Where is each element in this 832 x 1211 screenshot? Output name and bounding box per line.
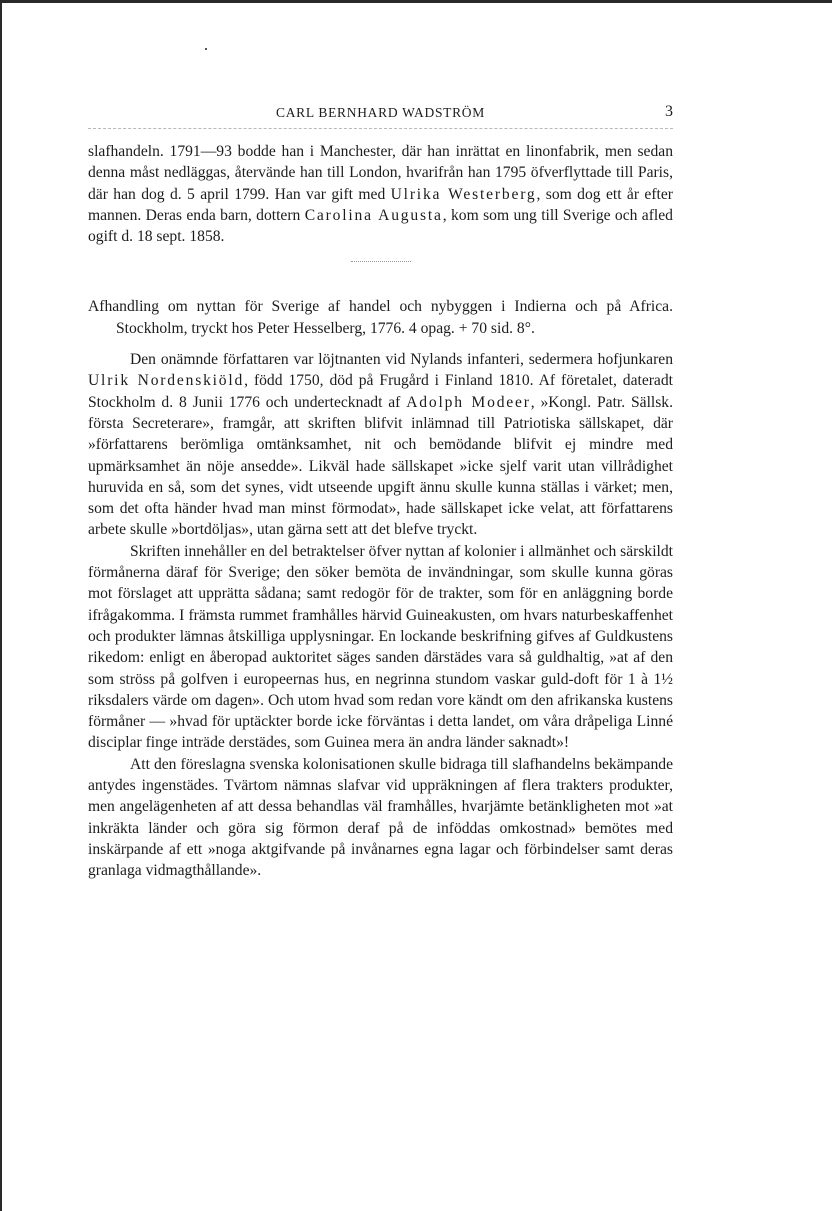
author-name: Ulrik Nordenskiöld bbox=[88, 372, 245, 390]
scan-border-top bbox=[0, 0, 832, 3]
section-separator bbox=[351, 261, 411, 262]
signer-name: Adolph Modeer bbox=[406, 393, 531, 411]
page-number: 3 bbox=[665, 103, 673, 120]
p1-text-1: Den onämnde författaren var löjtnanten vid Nylands infanteri, sedermera hofjunkaren bbox=[130, 351, 673, 369]
bio-text-1: slafhandeln. 1791—93 bodde han i Manchester, där han inrättat en linonfabrik, men sedan denna måst nedläggas, återvände han till London, hvarifrån han 1795 öfverflyttade till Paris, där han dog d. 5 april 1799. Han var gift med bbox=[88, 143, 673, 203]
biography-paragraph bbox=[88, 141, 673, 247]
p1-text-2: , född 1750, död på Frugård i Finland 1810. Af företalet, dateradt Stockholm d. 8 Junii 1776 och undertecknadt af bbox=[88, 372, 673, 411]
p1-text-3: , »Kongl. Patr. Sällsk. första Secreterare», framgår, att skriften blifvit inlämnad till Patriotiska sällskapet, där »författarens berömliga omtänksamhet, nit och bemödande blifvit ej mindre med upmärksamhet än nöje ansedde». Likväl hade sällskapet »icke sjelf varit utan villrådighet huruvida en så, som det synes, vidt utseende upgift ännu skulle kunna ställas i värket; men, som det ofta händer hvad man minst förmodat», hade sällskapet icke velat, att författarens arbete skulle »bortdöljas», utan gärna sett att det blefve tryckt. bbox=[88, 393, 673, 539]
daughter-name: Carolina Augusta bbox=[304, 206, 443, 224]
bio-text-2: , som dog ett år efter mannen. Deras enda barn, dottern bbox=[88, 185, 673, 224]
body-paragraph-slavery: Att den föreslagna svenska kolonisationen skulle bidraga till slafhandelns bekämpande antydes ingenstädes. Tvärtom nämnas slafvar vid uppräkningen af flera trakters produkter, men angelägenheten af att dessa behandlas väl framhålles, hvarjämte betänkligheten mot »at inkräkta länder och göra sig förmon deraf på de inföddas omkostnad» bemötes med inskärpande af ett »noga aktgifvande på invånarnes egna lagar och förbindelser samt deras granlaga vidmagthållande». bbox=[88, 755, 673, 880]
entry-gap bbox=[88, 339, 673, 349]
page-header bbox=[88, 105, 673, 127]
spouse-name: Ulrika Westerberg bbox=[390, 185, 537, 203]
scan-border-left bbox=[0, 0, 2, 1211]
body-paragraph-author bbox=[88, 349, 673, 541]
body-paragraph-content: Skriften innehåller en del betraktelser öfver nyttan af kolonier i allmänhet och särskildt förmånerna däraf för Sverige; den söker bemöta de invändningar, som skulle kunna göras mot förslaget att upprätta sådana; samt redogör för de trakter, som för en anläggning borde ifrågakomma. I främsta rummet framhålles härvid Guineakusten, om hvars naturbeskaffenhet och produkter lämnas åtskilliga upplysningar. En lockande beskrifning gifves af Guldkustens rikedom: enligt en åberopad auktoritet säges sanden därstädes vara så guldhaltig, »at af den som ströss på golfven i europeernas hus, en negrinna stundom vaskar guld-doft för 1 à 1½ riksdalers värde om dagen». Och utom hvad som redan vore kändt om den afrikanska kustens förmåner — »hvad för uptäckter borde icke förväntas i detta landet, om våra dråpeliga Linné disciplar finge inträde derstädes, som Guinea mera än andra länder saknadt»! bbox=[88, 542, 673, 752]
page-body bbox=[88, 141, 673, 882]
scan-speck bbox=[205, 48, 207, 50]
bio-text-3: , kom som ung till Sverige och afled ogift d. 18 sept. 1858. bbox=[88, 206, 673, 246]
running-head: CARL BERNHARD WADSTRÖM bbox=[276, 105, 485, 120]
bibliographic-entry: Afhandling om nyttan för Sverige af handel och nybyggen i Indierna och på Africa. Stockholm, tryckt hos Peter Hesselberg, 1776. 4 opag. + 70 sid. 8°. bbox=[88, 298, 673, 337]
header-rule bbox=[88, 128, 673, 129]
